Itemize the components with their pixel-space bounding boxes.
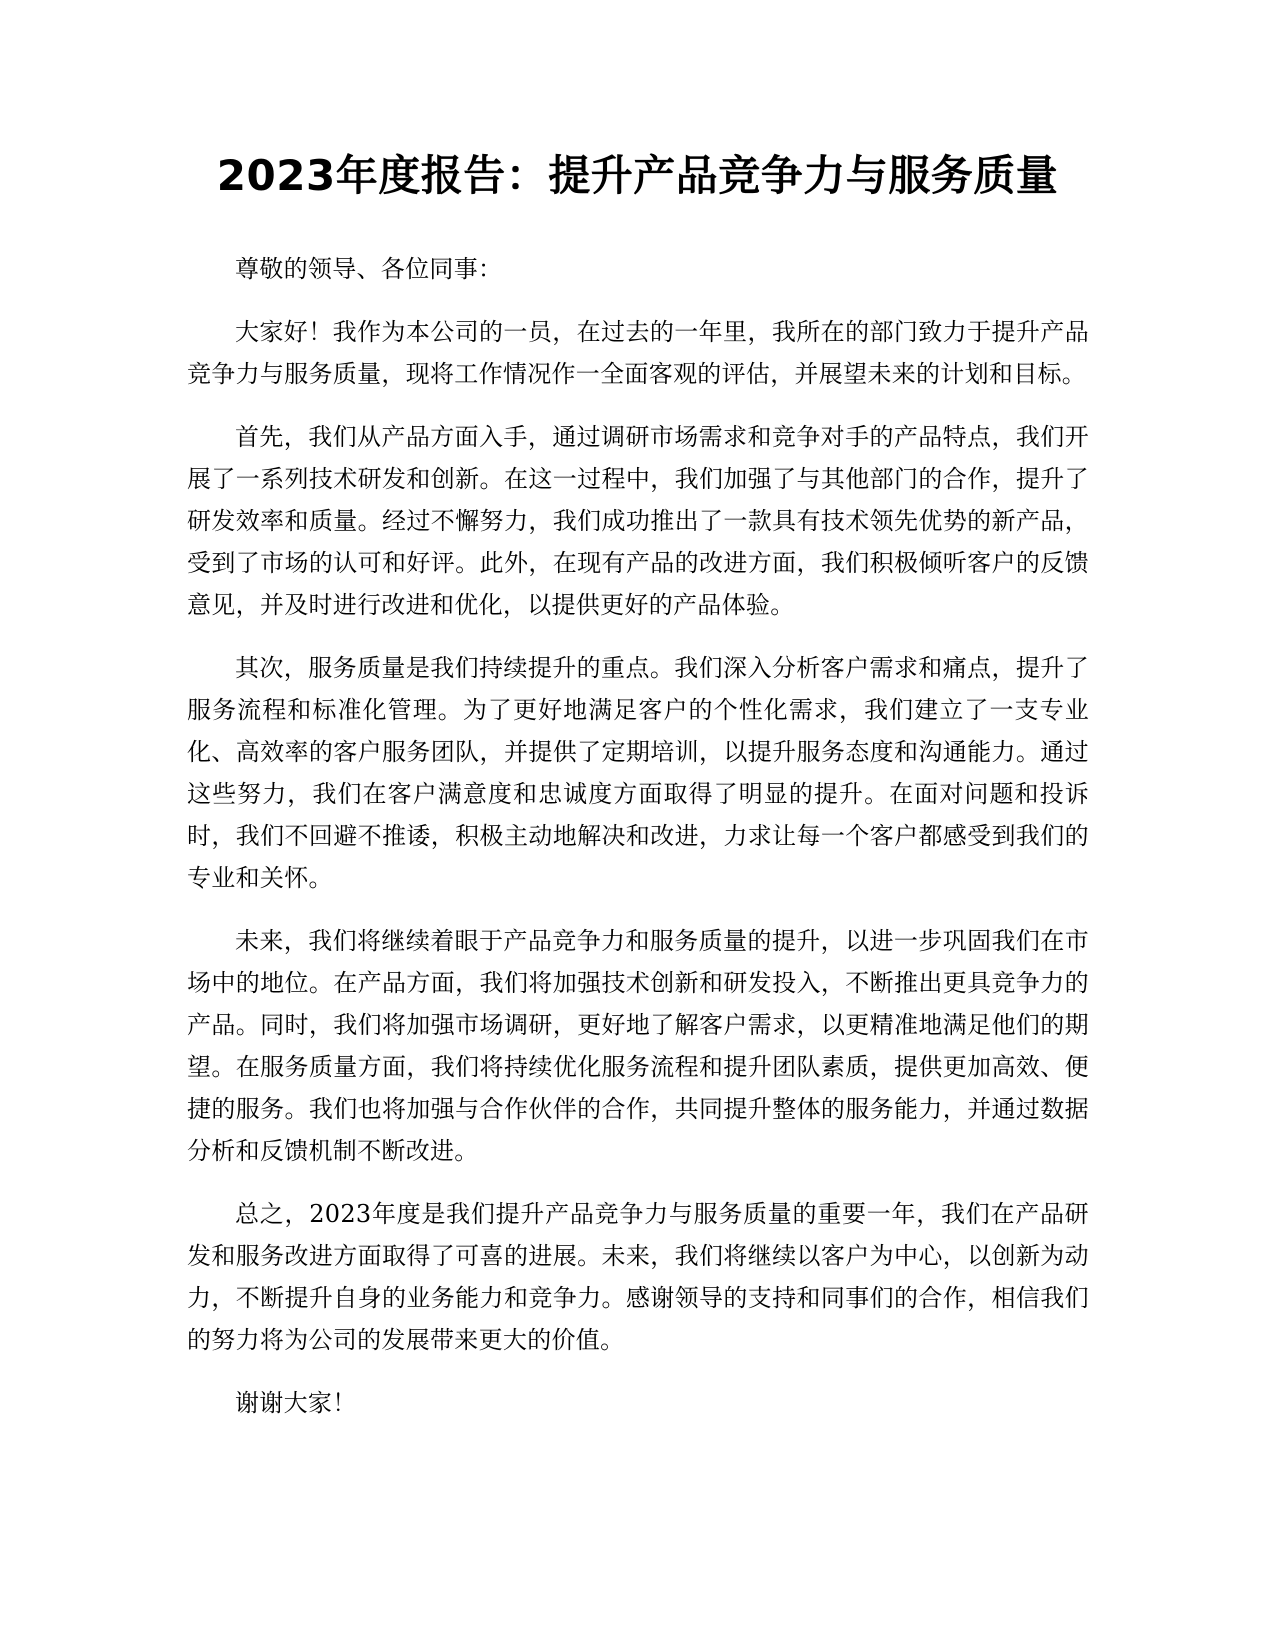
- paragraph-intro: 大家好！我作为本公司的一员，在过去的一年里，我所在的部门致力于提升产品竞争力与服务质量，现将工作情况作一全面客观的评估，并展望未来的计划和目标。: [187, 318, 1089, 388]
- paragraph-summary: 总之，2023年度是我们提升产品竞争力与服务质量的重要一年，我们在产品研发和服务改进方面取得了可喜的进展。未来，我们将继续以客户为中心，以创新为动力，不断提升自身的业务能力和竞争力。感谢领导的支持和同事们的合作，相信我们的努力将为公司的发展带来更大的价值。: [187, 1200, 1089, 1354]
- closing: 谢谢大家！: [235, 1389, 357, 1417]
- document-title: 2023年度报告：提升产品竞争力与服务质量: [216, 151, 1059, 200]
- paragraph-future: 未来，我们将继续着眼于产品竞争力和服务质量的提升，以进一步巩固我们在市场中的地位。在产品方面，我们将加强技术创新和研发投入，不断推出更具竞争力的产品。同时，我们将加强市场调研，更好地了解客户需求，以更精准地满足他们的期望。在服务质量方面，我们将持续优化服务流程和提升团队素质，提供更加高效、便捷的服务。我们也将加强与合作伙伴的合作，共同提升整体的服务能力，并通过数据分析和反馈机制不断改进。: [187, 927, 1089, 1165]
- paragraph-service: 其次，服务质量是我们持续提升的重点。我们深入分析客户需求和痛点，提升了服务流程和标准化管理。为了更好地满足客户的个性化需求，我们建立了一支专业化、高效率的客户服务团队，并提供了定期培训，以提升服务态度和沟通能力。通过这些努力，我们在客户满意度和忠诚度方面取得了明显的提升。在面对问题和投诉时，我们不回避不推诿，积极主动地解决和改进，力求让每一个客户都感受到我们的专业和关怀。: [187, 654, 1089, 892]
- paragraph-product: 首先，我们从产品方面入手，通过调研市场需求和竞争对手的产品特点，我们开展了一系列技术研发和创新。在这一过程中，我们加强了与其他部门的合作，提升了研发效率和质量。经过不懈努力，我们成功推出了一款具有技术领先优势的新产品，受到了市场的认可和好评。此外，在现有产品的改进方面，我们积极倾听客户的反馈意见，并及时进行改进和优化，以提供更好的产品体验。: [187, 423, 1089, 619]
- salutation: 尊敬的领导、各位同事：: [235, 255, 503, 283]
- document-body: [187, 248, 1089, 1445]
